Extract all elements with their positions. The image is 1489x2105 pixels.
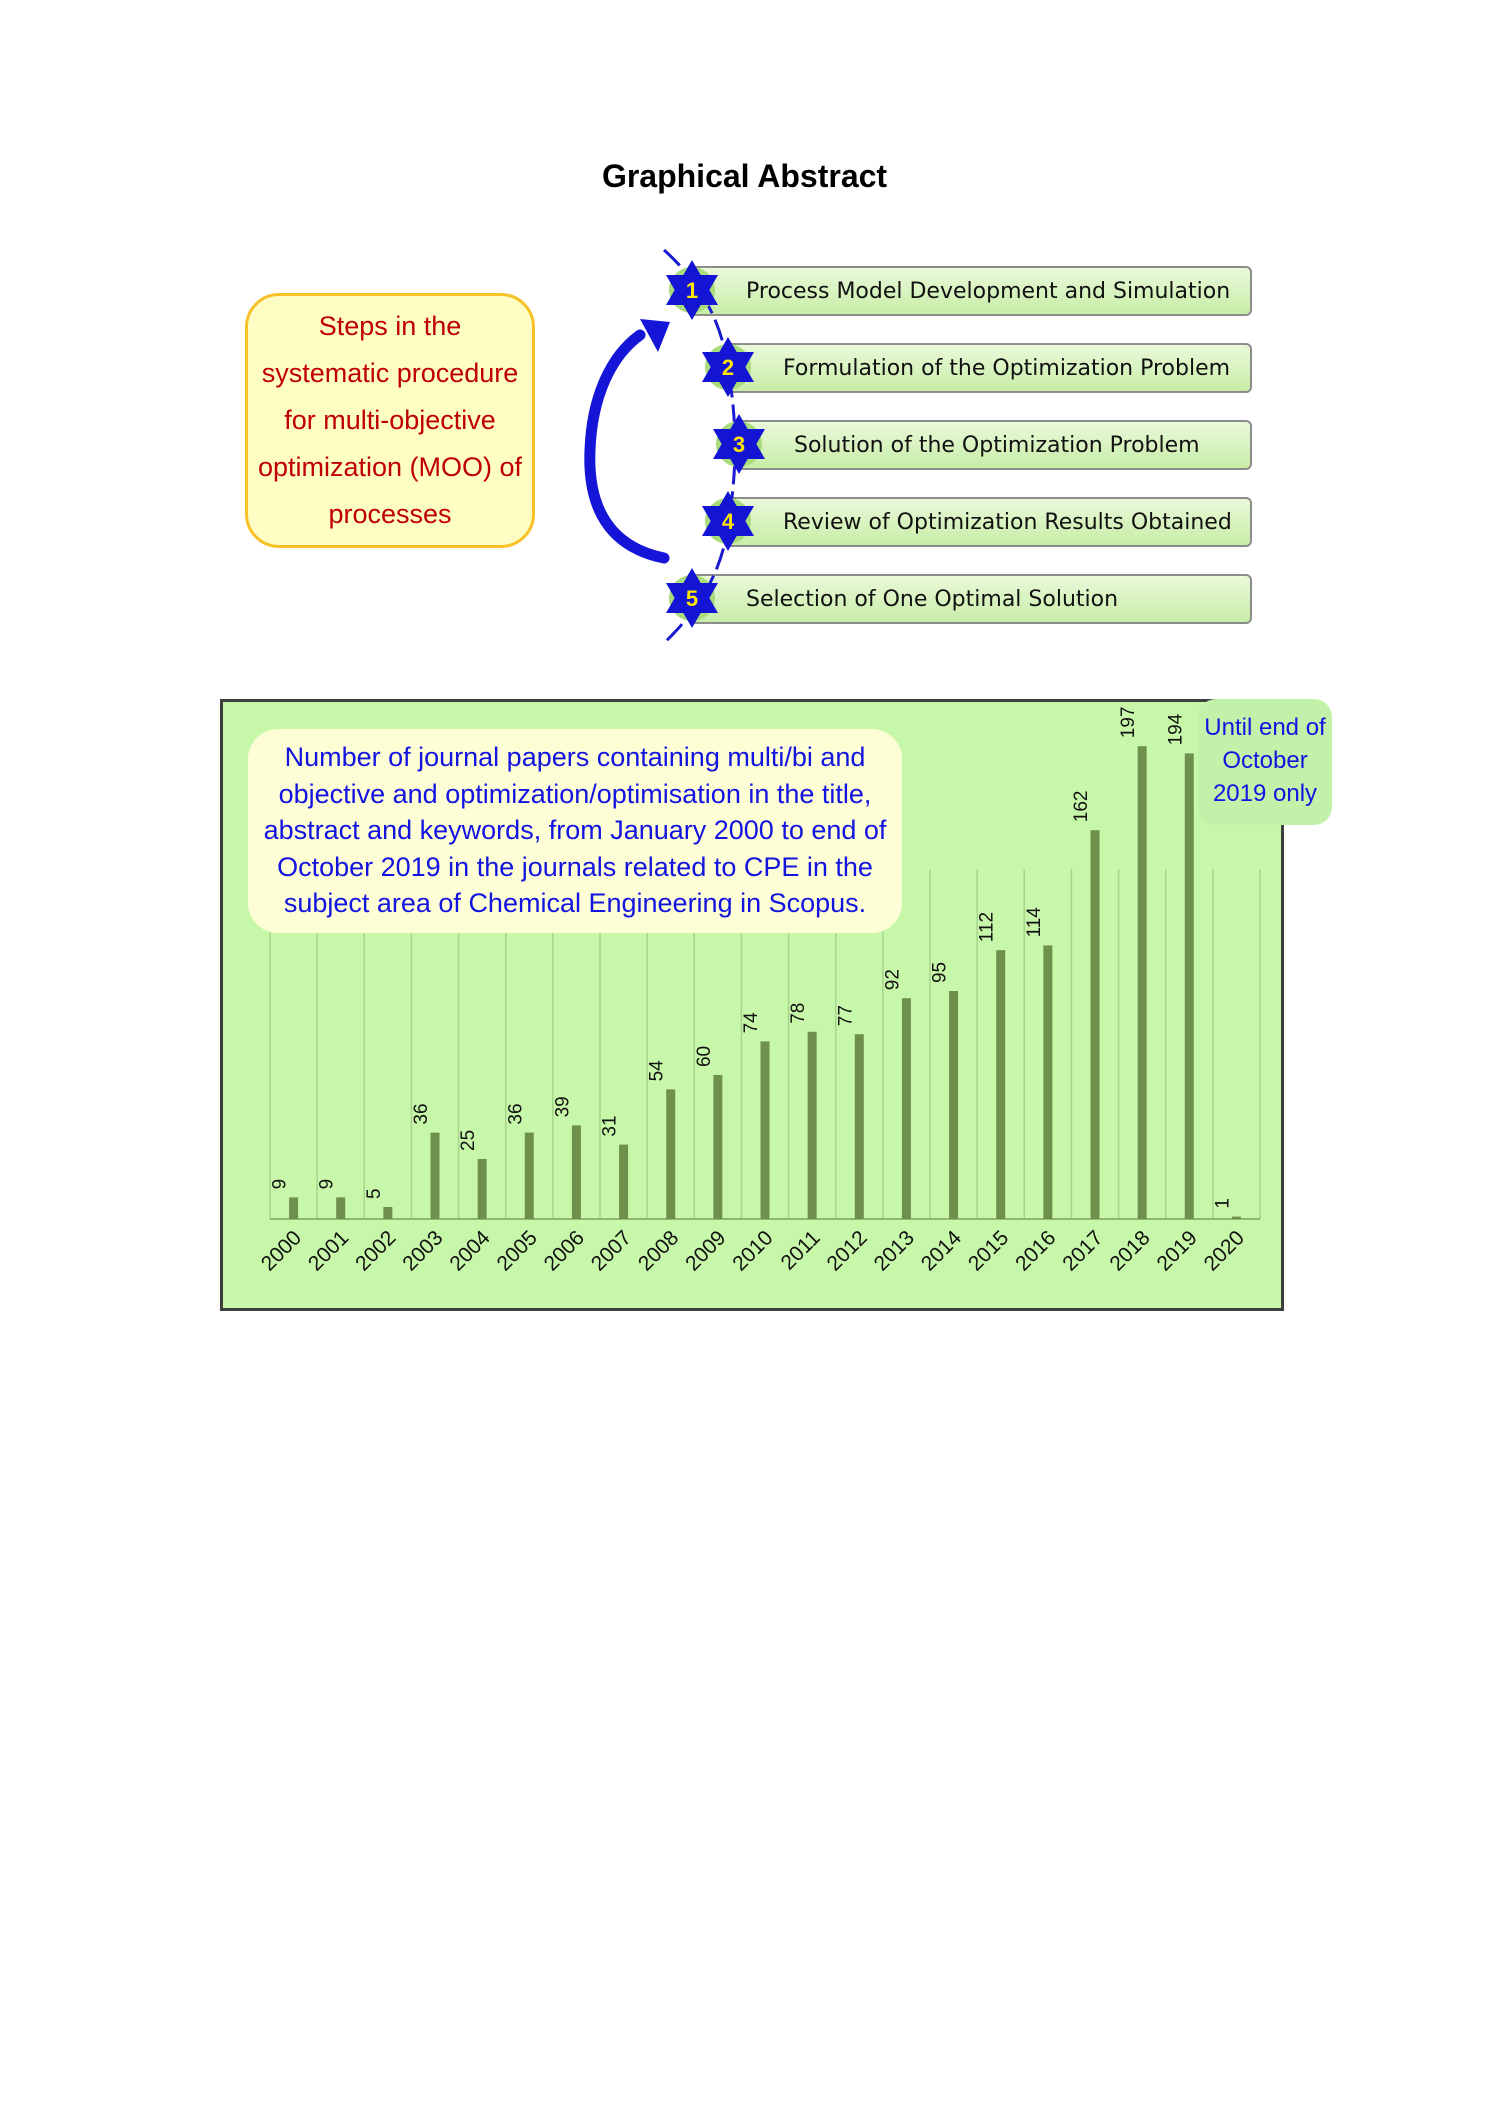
- cycle-arrow-icon: [590, 319, 670, 558]
- x-tick-label-2017: 2017: [1058, 1226, 1108, 1276]
- bar-2018: [1138, 746, 1147, 1219]
- procedure-diagram: [0, 0, 1489, 700]
- x-tick-label-2011: 2011: [776, 1226, 825, 1275]
- bar-2013: [902, 998, 911, 1219]
- value-label-2002: 5: [363, 1188, 385, 1199]
- bar-2010: [761, 1041, 770, 1219]
- bar-2012: [855, 1034, 864, 1219]
- x-tick-label-2012: 2012: [822, 1226, 872, 1276]
- bar-2000: [289, 1197, 298, 1219]
- step-label-1: Process Model Development and Simulation: [746, 278, 1231, 304]
- value-label-2017: 162: [1071, 790, 1092, 823]
- step-number-2: 2: [721, 355, 735, 380]
- step-star-icon: [713, 414, 765, 474]
- step-number-1: 1: [685, 278, 699, 303]
- x-tick-label-2007: 2007: [586, 1226, 637, 1276]
- x-tick-label-2002: 2002: [351, 1226, 401, 1276]
- x-tick-label-2008: 2008: [633, 1226, 684, 1276]
- bar-2017: [1091, 830, 1100, 1219]
- step-number-3: 3: [732, 432, 746, 457]
- step-label-4: Review of Optimization Results Obtained: [783, 509, 1232, 535]
- value-label-2004: 25: [458, 1129, 480, 1151]
- x-tick-label-2015: 2015: [963, 1226, 1014, 1276]
- value-label-2001: 9: [316, 1178, 338, 1190]
- value-label-2005: 36: [505, 1103, 527, 1125]
- x-tick-label-2005: 2005: [492, 1226, 542, 1276]
- value-label-2009: 60: [693, 1045, 715, 1067]
- step-label-5: Selection of One Optimal Solution: [746, 586, 1119, 612]
- value-label-2015: 112: [976, 911, 998, 943]
- bar-2019: [1185, 753, 1194, 1219]
- step-label-2: Formulation of the Optimization Problem: [783, 355, 1231, 381]
- value-label-2006: 39: [552, 1096, 574, 1118]
- value-label-2020: 1: [1212, 1198, 1234, 1209]
- procedure-description: Steps in the systematic procedure for multi-objective optimization (MOO) of processes: [257, 311, 523, 529]
- bar-2005: [525, 1133, 534, 1219]
- bar-2016: [1043, 945, 1052, 1219]
- bar-2020: [1232, 1217, 1241, 1219]
- step-label-3: Solution of the Optimization Problem: [794, 432, 1200, 458]
- x-tick-label-2009: 2009: [681, 1226, 731, 1276]
- value-label-2018: 197: [1118, 706, 1140, 739]
- step-star-icon: [702, 491, 754, 551]
- step-star-icon: [702, 337, 754, 397]
- bar-2011: [808, 1032, 817, 1219]
- value-label-2013: 92: [882, 969, 904, 991]
- bar-2003: [431, 1133, 440, 1219]
- x-tick-label-2004: 2004: [445, 1226, 495, 1276]
- bar-2015: [996, 950, 1005, 1219]
- value-label-2012: 77: [835, 1005, 857, 1027]
- step-number-4: 4: [721, 509, 735, 534]
- x-tick-label-2000: 2000: [256, 1226, 307, 1276]
- bar-2001: [336, 1197, 345, 1219]
- value-label-2008: 54: [646, 1060, 668, 1082]
- step-star-icon: [666, 568, 718, 628]
- value-label-2019: 194: [1165, 713, 1187, 746]
- x-tick-label-2019: 2019: [1152, 1226, 1202, 1276]
- value-label-2010: 74: [741, 1012, 762, 1034]
- bar-2008: [666, 1089, 675, 1219]
- x-tick-label-2020: 2020: [1199, 1226, 1249, 1276]
- bar-2014: [949, 991, 958, 1219]
- chart-annotation: Number of journal papers containing multi/bi and objective and optimization/optimisation in the title, abstract and keywords, from January 2000 to end of October 2019 in the journals related to CPE in the subject area of Chemical Engineering in Scopus.: [248, 729, 902, 933]
- x-tick-label-2016: 2016: [1011, 1226, 1061, 1276]
- value-label-2007: 31: [599, 1115, 621, 1137]
- bar-2004: [478, 1159, 487, 1219]
- x-tick-label-2014: 2014: [916, 1226, 967, 1276]
- value-label-2003: 36: [411, 1103, 432, 1125]
- bar-2009: [713, 1075, 722, 1219]
- x-tick-label-2003: 2003: [398, 1226, 448, 1276]
- value-label-2000: 9: [269, 1178, 291, 1190]
- x-tick-label-2018: 2018: [1105, 1226, 1155, 1276]
- bar-2002: [383, 1207, 392, 1219]
- until-note: Until end of October 2019 only: [1198, 699, 1332, 825]
- step-number-5: 5: [685, 586, 699, 611]
- x-tick-label-2006: 2006: [539, 1226, 589, 1276]
- x-tick-label-2010: 2010: [728, 1226, 778, 1276]
- bar-2006: [572, 1125, 581, 1219]
- value-label-2011: 78: [788, 1002, 810, 1024]
- value-label-2014: 95: [929, 961, 951, 983]
- page-title: Graphical Abstract: [601, 158, 888, 194]
- x-tick-label-2013: 2013: [869, 1226, 919, 1276]
- value-label-2016: 114: [1023, 907, 1045, 938]
- bar-2007: [619, 1145, 628, 1219]
- x-tick-label-2001: 2001: [303, 1226, 354, 1276]
